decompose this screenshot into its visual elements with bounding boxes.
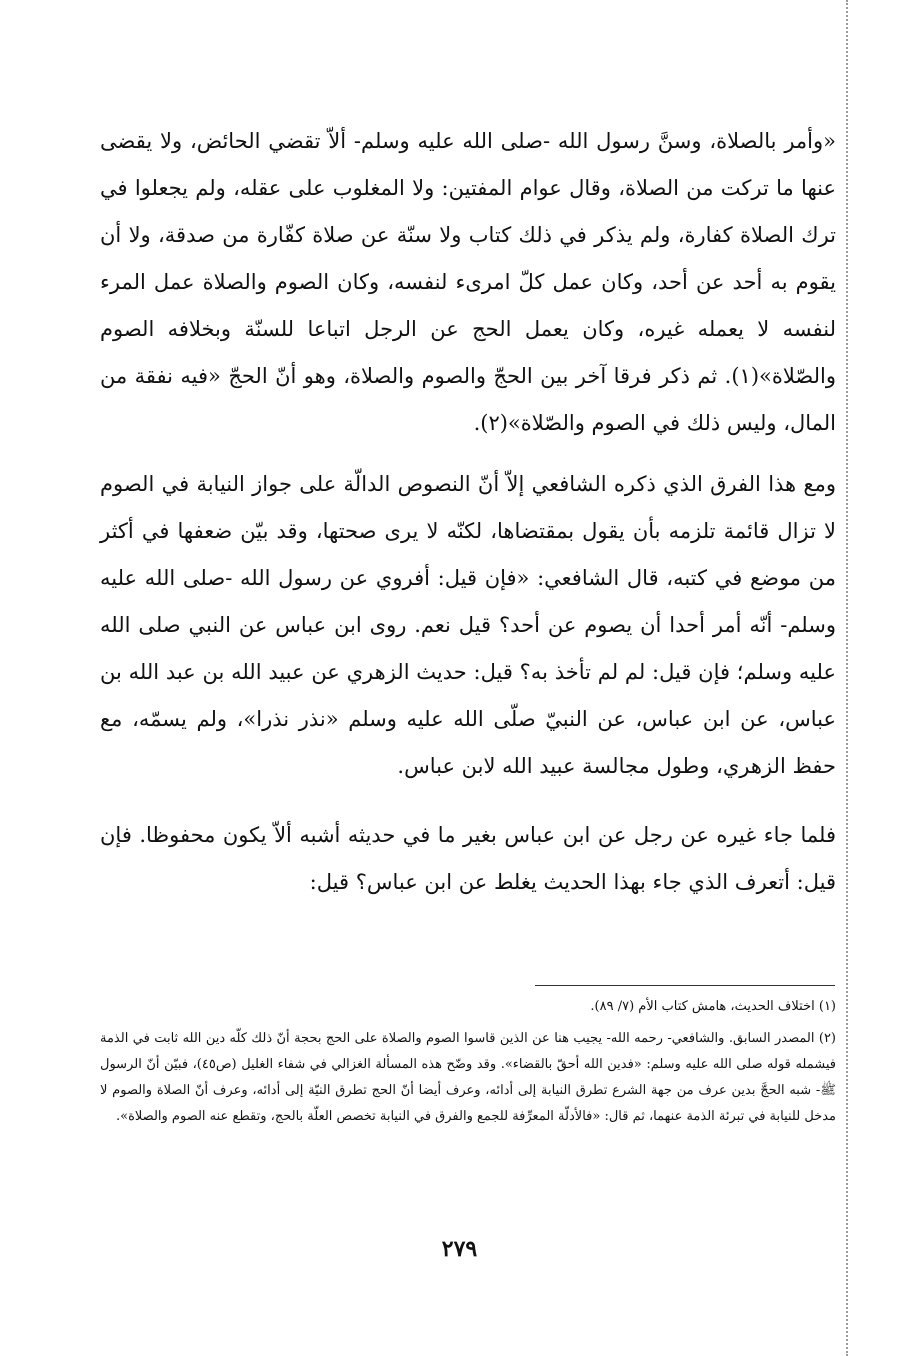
main-text bbox=[100, 118, 836, 906]
footnote-1: (١) اختلاف الحديث، هامش كتاب الأم (٧/ ٨٩). bbox=[590, 999, 836, 1014]
page-number: ٢٧٩ bbox=[441, 1236, 478, 1262]
footnote-2: (٢) المصدر السابق. والشافعي- رحمه الله- يجيب هنا عن الذين قاسوا الصوم والصلاة على الحج بحجة أنّ ذلك كلّه دين الله ثابت في الذمة فيشمله قوله صلى الله عليه وسلم: «فدين الله أحقّ بالقضاء». وقد وضّح هذه المسألة الغزالي في شفاء الغليل (ص٤٥)، فبيّن أنّ الرسول ﷺ- شبه الحجَّ بدين عرف من جهة الشرع تطرق النيابة إلى أدائه، وعرف أيضا أنّ الحج تطرق النيّة إلى أدائه، وعرف أنّ الصلاة والصوم لا مدخل للنيابة في تبرئة الذمة عنهما، ثم قال: «فالأدلّة المعرِّفة للجمع والفرق في النيابة تخصص العلّة بالحج، وتقطع عنه الصوم والصلاة». bbox=[100, 1031, 836, 1124]
paragraph-2: ومع هذا الفرق الذي ذكره الشافعي إلاّ أنّ النصوص الدالّة على جواز النيابة في الصوم لا تزال قائمة تلزمه بأن يقول بمقتضاها، لكنّه لا يرى صحتها، وقد بيّن ضعفها في أكثر من موضع في كتبه، قال الشافعي: «فإن قيل: أفروي عن رسول الله -صلى الله عليه وسلم- أنّه أمر أحدا أن يصوم عن أحد؟ قيل نعم. روى ابن عباس عن النبي صلى الله عليه وسلم؛ فإن قيل: لم لم تأخذ به؟ قيل: حديث الزهري عن عبيد الله بن عبد الله بن عباس، عن ابن عباس، عن النبيّ صلّى الله عليه وسلم «نذر نذرا»، ولم يسمّه، مع حفظ الزهري، وطول مجالسة عبيد الله لابن عباس. bbox=[100, 472, 836, 778]
page-edge-dotted-line bbox=[846, 0, 848, 1356]
footnotes bbox=[100, 994, 836, 1130]
footnote-separator bbox=[535, 985, 835, 986]
paragraph-3: فلما جاء غيره عن رجل عن ابن عباس بغير ما في حديثه أشبه ألاّ يكون محفوظا. فإن قيل: أتعرف الذي جاء بهذا الحديث يغلط عن ابن عباس؟ قيل: bbox=[100, 823, 836, 894]
paragraph-1: «وأمر بالصلاة، وسنَّ رسول الله -صلى الله عليه وسلم- ألاّ تقضي الحائض، ولا يقضى عنها ما تركت من الصلاة، وقال عوام المفتين: ولا المغلوب على عقله، ولم يجعلوا في ترك الصلاة كفارة، ولم يذكر في ذلك كتاب ولا سنّة عن صلاة كفّارة من صدقة، ولا أن يقوم به أحد عن أحد، وكان عمل كلّ امرىء لنفسه، وكان الصوم والصلاة عمل المرء لنفسه لا يعمله غيره، وكان يعمل الحج عن الرجل اتباعا للسنّة وبخلافه الصوم والصّلاة»(١). ثم ذكر فرقا آخر بين الحجّ والصوم والصلاة، وهو أنّ الحجّ «فيه نفقة من المال، وليس ذلك في الصوم والصّلاة»(٢). bbox=[100, 129, 836, 435]
